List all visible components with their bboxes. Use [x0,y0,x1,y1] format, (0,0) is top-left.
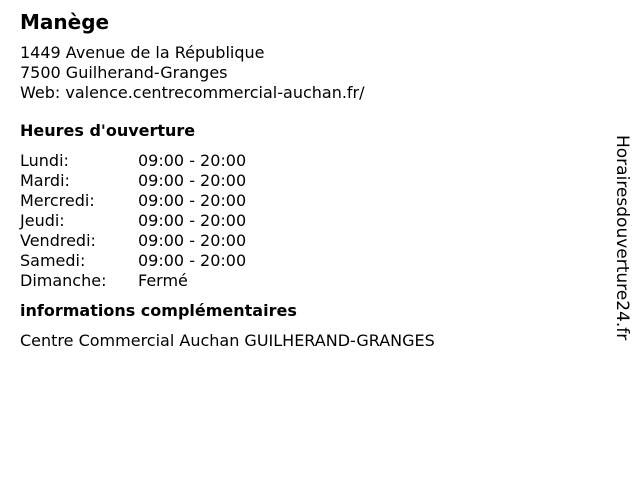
hours-row [20,191,600,211]
info-heading: informations complémentaires [20,301,297,320]
hours-row [20,211,600,231]
address-city: 7500 Guilherand-Granges [20,63,228,82]
day-time: 09:00 - 20:00 [138,151,247,170]
day-label: Samedi: [20,251,86,270]
hours-row [20,171,600,191]
day-label: Mercredi: [20,191,95,210]
day-label: Jeudi: [20,211,65,230]
day-time: 09:00 - 20:00 [138,211,247,230]
day-time: 09:00 - 20:00 [138,191,247,210]
hours-row [20,251,600,271]
address-block [20,43,600,103]
hours-row [20,271,600,291]
day-label: Dimanche: [20,271,107,290]
day-label: Lundi: [20,151,69,170]
day-time: 09:00 - 20:00 [138,251,247,270]
site-watermark: Horairesdouverture24.fr [612,135,632,341]
address-street: 1449 Avenue de la République [20,43,265,62]
day-time: 09:00 - 20:00 [138,171,247,190]
day-time: 09:00 - 20:00 [138,231,247,250]
day-time: Fermé [138,271,188,290]
day-label: Mardi: [20,171,70,190]
hours-row [20,151,600,171]
hours-heading: Heures d'ouverture [20,121,196,140]
website-link[interactable]: Web: valence.centrecommercial-auchan.fr/ [20,83,365,102]
info-text: Centre Commercial Auchan GUILHERAND-GRANGES [20,331,435,350]
store-card [20,10,600,351]
store-name: Manège [20,10,110,34]
hours-row [20,231,600,251]
hours-table [20,151,600,291]
day-label: Vendredi: [20,231,96,250]
